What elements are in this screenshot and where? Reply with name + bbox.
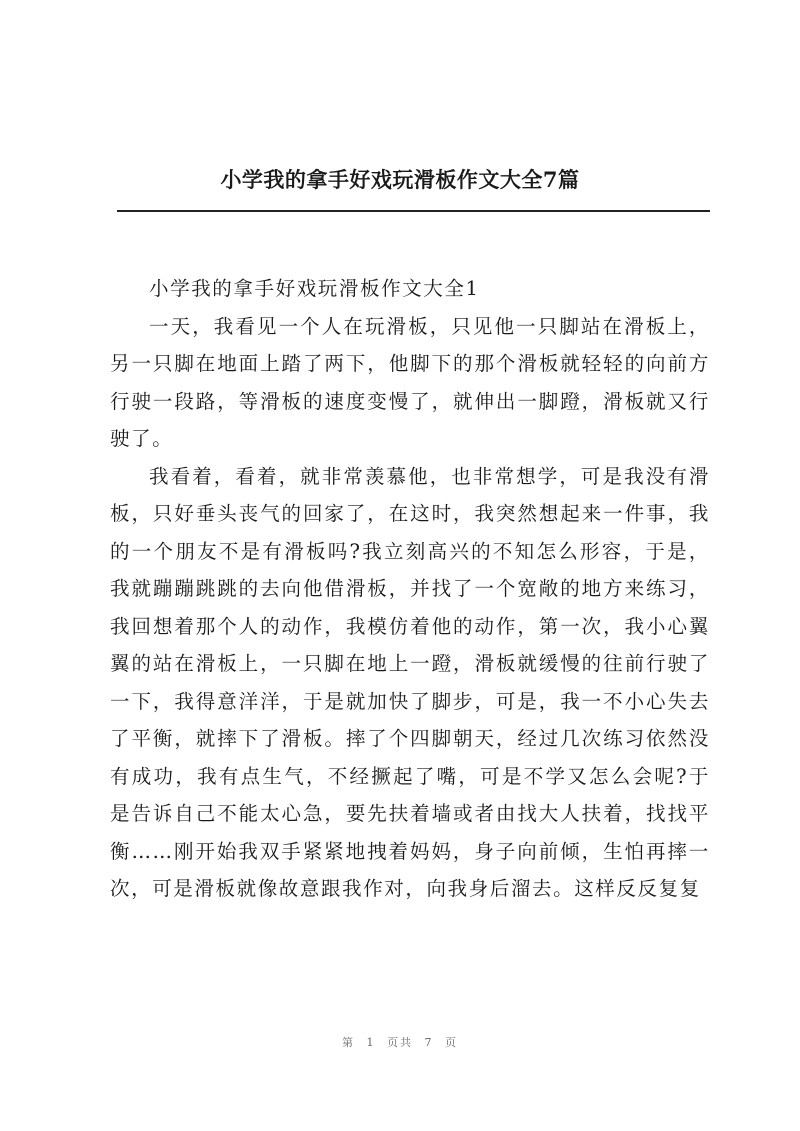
- footer-prefix: 第: [342, 1036, 355, 1049]
- footer-mid: 页共: [387, 1036, 413, 1049]
- title-divider: [117, 210, 710, 212]
- total-pages-number: 7: [424, 1036, 434, 1049]
- document-body: [110, 270, 710, 908]
- paragraph-1: 一天，我看见一个人在玩滑板，只见他一只脚站在滑板上，另一只脚在地面上踏了两下，他脚下的那个滑板就轻轻的向前方行驶一段路，等滑板的速度变慢了，就伸出一脚蹬，滑板就又行驶了。: [110, 314, 710, 450]
- current-page-number: 1: [366, 1036, 376, 1049]
- page-title: 小学我的拿手好戏玩滑板作文大全7篇: [220, 167, 580, 192]
- paragraph-2: 我看着，看着，就非常羡慕他，也非常想学，可是我没有滑板，只好垂头丧气的回家了，在这时，我突然想起来一件事，我的一个朋友不是有滑板吗?我立刻高兴的不知怎么形容，于是，我就蹦蹦跳跳的去向他借滑板，并找了一个宽敞的地方来练习，我回想着那个人的动作，我模仿着他的动作，第一次，我小心翼翼的站在滑板上，一只脚在地上一蹬，滑板就缓慢的往前行驶了一下，我得意洋洋，于是就加快了脚步，可是，我一不小心失去了平衡，就摔下了滑板。摔了个四脚朝天，经过几次练习依然没有成功，我有点生气，不经撅起了嘴，可是不学又怎么会呢?于是告诉自己不能太心急，要先扶着墙或者由找大人扶着，找找平衡……刚开始我双手紧紧地拽着妈妈，身子向前倾，生怕再摔一次，可是滑板就像故意跟我作对，向我身后溜去。这样反反复复: [110, 464, 710, 900]
- page-footer: [0, 1034, 800, 1050]
- section-heading: 小学我的拿手好戏玩滑板作文大全1: [149, 277, 480, 300]
- footer-suffix: 页: [445, 1036, 458, 1049]
